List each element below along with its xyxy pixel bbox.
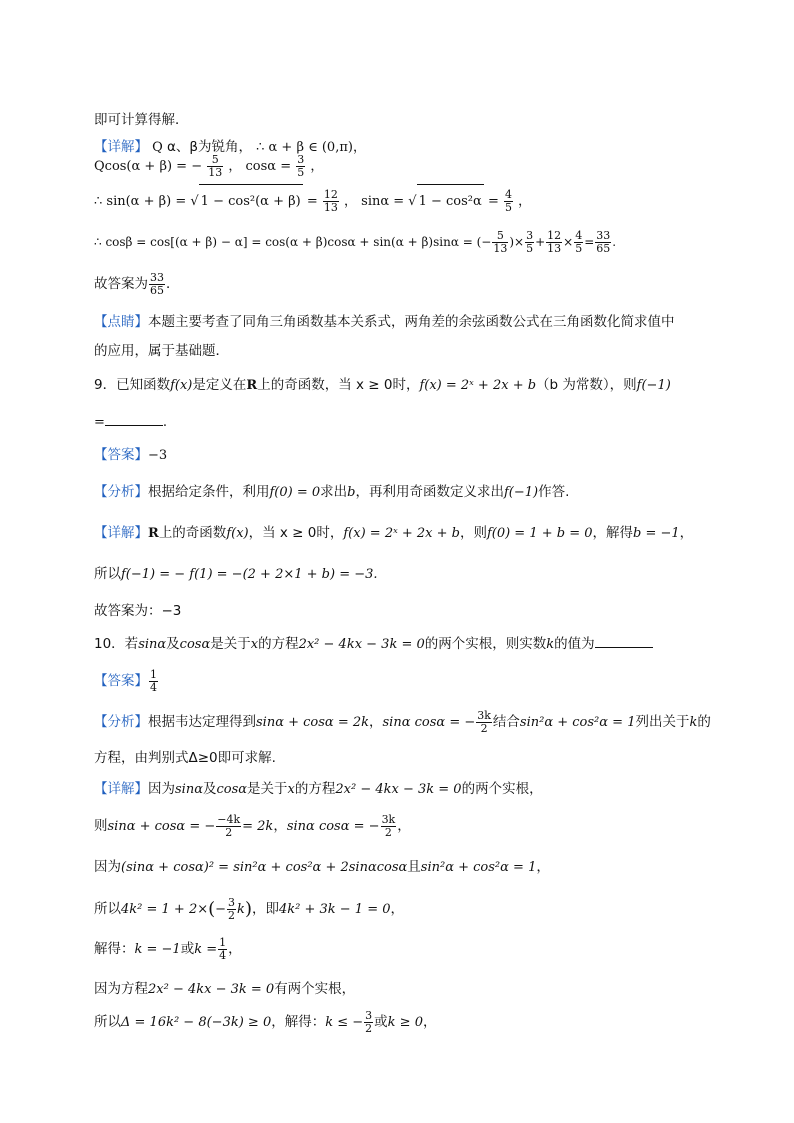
numerator: −4k [217, 813, 241, 826]
formula: b [347, 485, 356, 500]
sqrt-radicand: 1 − cos²(α + β) [199, 184, 303, 219]
text: 的应用，属于基础题． [94, 343, 229, 359]
text: ，当 x ≥ 0时， [248, 525, 344, 541]
detail-line-1 [94, 780, 543, 799]
formula: 2x² − 4kx − 3k = 0 [148, 982, 275, 997]
formula: = [306, 194, 318, 209]
formula: k [546, 637, 555, 652]
numerator: 33 [150, 270, 164, 284]
formula: Δ = 16k² − 8(−3k) ≥ 0 [121, 1015, 272, 1030]
text: 或 [374, 1014, 388, 1030]
numerator: 1 [150, 668, 157, 681]
text: 所以 [94, 1014, 121, 1030]
text-line [94, 565, 378, 584]
text: 则 [94, 818, 108, 834]
numerator: 5 [492, 230, 508, 243]
text: 根据韦达定理得到 [148, 714, 256, 730]
answer-tag: 【答案】 [94, 447, 148, 463]
formula: = 2k [242, 819, 274, 834]
formula: sinα [138, 637, 167, 652]
answer-blank [595, 635, 653, 648]
formula: sinα + cosα = 2k [256, 715, 370, 730]
fraction [149, 272, 165, 297]
text: ， [369, 714, 383, 730]
denominator: 13 [547, 242, 562, 255]
denominator: 2 [384, 826, 392, 839]
numerator: 33 [596, 229, 611, 242]
denominator: 5 [297, 166, 305, 179]
numerator: 3k [477, 709, 491, 722]
text: ， [273, 818, 287, 834]
formula: 2x² − 4kx − 3k = 0 [298, 637, 425, 652]
analysis-tag: 【分析】 [94, 714, 148, 730]
text: ， [536, 859, 550, 875]
fraction [218, 937, 227, 962]
formula: = [584, 235, 595, 249]
text: 的两个实根， [461, 781, 543, 797]
fraction [296, 154, 305, 179]
denominator: 2 [228, 909, 236, 922]
detail-line-7 [94, 1005, 436, 1040]
detail-line-4 [94, 890, 404, 929]
text: 因为 [148, 781, 175, 797]
text-line [94, 602, 181, 620]
paren: ) [244, 898, 252, 920]
text: ， [310, 159, 324, 174]
fraction [525, 230, 534, 255]
analysis-tag: 【分析】 [94, 484, 148, 500]
formula: ， cosα = [228, 159, 292, 174]
formula: sin²α + cos²α = 1 [420, 860, 537, 875]
denominator: 13 [208, 166, 223, 179]
text: 故答案为：−3 [94, 603, 182, 619]
question-9-line-1 [94, 376, 671, 395]
comment-tag: 【点睛】 [94, 314, 148, 330]
formula: 4k² + 3k − 1 = 0 [278, 902, 391, 917]
text: ，解得 [592, 525, 634, 541]
fraction [227, 897, 236, 922]
text: 上的奇函数 [158, 525, 227, 541]
denominator: 5 [504, 201, 512, 214]
denominator: 2 [480, 722, 488, 735]
numerator: 4 [504, 188, 512, 201]
text: 的两个实根，则实数 [424, 636, 547, 652]
formula: Qcos(α + β) = − [94, 159, 203, 174]
formula-line [94, 150, 323, 184]
text: 是关于 [210, 636, 251, 652]
text: 10．若 [94, 636, 139, 652]
denominator: 4 [219, 949, 227, 962]
fraction [504, 189, 513, 214]
fraction [476, 710, 492, 735]
numerator: 12 [547, 229, 562, 242]
formula: sinα + cosα = − [107, 819, 216, 834]
analysis-line-1 [94, 705, 711, 740]
text: ， [397, 818, 411, 834]
detail-line-2 [94, 808, 411, 845]
denominator: 5 [526, 242, 534, 255]
formula: k = [194, 942, 218, 957]
text: ，再利用奇函数定义求出 [355, 484, 504, 500]
text: 的值为 [554, 636, 595, 652]
detail-line [94, 524, 693, 543]
denominator: 13 [493, 242, 508, 255]
text: 求出 [320, 484, 348, 500]
fraction [216, 814, 241, 839]
denominator: 65 [596, 242, 611, 255]
fraction [323, 189, 339, 214]
formula: b = −1 [633, 526, 680, 541]
numerator: 3 [526, 229, 534, 242]
formula: (sinα + cosα)² = sin²α + cos²α + 2sinαcosα [121, 860, 408, 875]
denominator: 65 [150, 283, 164, 297]
text: ． [166, 276, 180, 292]
numerator: 3 [297, 153, 305, 166]
formula: sinα [175, 782, 203, 797]
formula: f(−1) [636, 378, 671, 393]
text-line [94, 111, 189, 129]
detail-line-3 [94, 858, 550, 877]
comment-line-1 [94, 313, 675, 331]
formula: f(0) = 1 + b = 0 [486, 526, 593, 541]
text: ，即 [251, 901, 279, 917]
denominator: 2 [225, 826, 233, 839]
formula: x [250, 637, 259, 652]
answer-line [94, 664, 159, 699]
fraction [492, 230, 508, 255]
text: 解得： [94, 941, 135, 957]
formula: k ≤ − [325, 1015, 364, 1030]
denominator: 2 [365, 1022, 373, 1035]
formula: f(x) = 2ˣ + 2x + b [419, 378, 537, 393]
formula: f(x) [170, 378, 193, 393]
formula: k [237, 902, 245, 917]
text: = [94, 415, 105, 430]
fraction [381, 814, 397, 839]
sqrt-radicand: 1 − cos²α [417, 184, 484, 219]
text: ， [518, 194, 532, 209]
text: 是关于 [247, 781, 288, 797]
question-10-line [94, 635, 653, 654]
denominator: 5 [575, 242, 583, 255]
formula: − [215, 902, 227, 917]
fraction [574, 230, 583, 255]
formula: f(−1) = − f(1) = −(2 + 2×1 + b) = −3. [121, 567, 378, 582]
numerator: 3k [381, 813, 396, 826]
question-9-line-2: = . [94, 415, 168, 430]
formula: × [563, 235, 574, 249]
numerator: 5 [207, 154, 223, 167]
formula: k [689, 715, 698, 730]
formula: ∴ α + β ∈ (0,π)， [256, 140, 366, 155]
text: 是定义在 [192, 377, 247, 393]
denominator: 13 [323, 201, 338, 214]
formula: f(x) [226, 526, 249, 541]
text: 方程，由判别式Δ≥0即可求解. [94, 750, 276, 766]
formula: = [487, 194, 499, 209]
text: ， [390, 901, 404, 917]
numerator: 4 [575, 229, 583, 242]
numerator: 3 [365, 1009, 373, 1022]
text: ，解得： [271, 1014, 326, 1030]
text: （b 为常数），则 [536, 377, 637, 393]
formula: + [535, 235, 546, 249]
text: 的 [697, 714, 711, 730]
text: 有两个实根， [274, 981, 356, 997]
formula: cosα [179, 637, 211, 652]
text: 因为方程 [94, 981, 148, 997]
formula-line: ∴ sin(α + β) = √ 1 − cos²(α + β) = $\frac{12}{13}$ ， sinα = √ 1 − cos²α = $\frac{4}{5}$ ， [94, 184, 531, 219]
fraction [149, 669, 158, 694]
formula: k ≥ 0 [387, 1015, 423, 1030]
formula: f(x) = 2ˣ + 2x + b [343, 526, 460, 541]
formula: )× [509, 235, 525, 249]
text: 的方程 [258, 636, 299, 652]
formula: ∴ sin(α + β) = [94, 194, 187, 209]
answer-tag: 【答案】 [94, 673, 148, 689]
text: 且 [407, 859, 421, 875]
text: α、β为锐角， [166, 139, 252, 155]
text: 及 [202, 781, 217, 797]
text: . [612, 235, 617, 249]
numerator: 12 [323, 188, 338, 201]
text: R [148, 526, 159, 541]
detail-tag: 【详解】 [94, 139, 148, 155]
comment-line-2 [94, 342, 229, 360]
formula: sin²α + cos²α = 1 [519, 715, 636, 730]
text: Q [152, 140, 163, 155]
detail-tag: 【详解】 [94, 525, 148, 541]
formula: f(−1) [503, 485, 539, 500]
text: 本题主要考查了同角三角函数基本关系式，两角差的余弦函数公式在三角函数化简求值中 [148, 314, 675, 330]
numerator: 3 [228, 896, 236, 909]
text: 因为 [94, 859, 121, 875]
text: 结合 [492, 714, 520, 730]
text: 的方程 [294, 781, 336, 797]
analysis-line [94, 483, 569, 502]
denominator: 4 [150, 681, 157, 694]
text: 故答案为 [94, 276, 148, 292]
formula: f(0) = 0 [269, 485, 321, 500]
detail-line-5 [94, 932, 242, 967]
text: 或 [180, 941, 195, 957]
text: 列出关于 [635, 714, 690, 730]
formula: sinα cosα = − [286, 819, 380, 834]
formula: k = −1 [134, 942, 181, 957]
text: ， [228, 941, 242, 957]
answer-line [94, 267, 180, 301]
paren: ( [208, 898, 216, 920]
text: R [246, 378, 258, 393]
fraction [595, 230, 611, 255]
formula-line [94, 225, 616, 259]
detail-tag: 【详解】 [94, 781, 148, 797]
text: 9．已知函数 [94, 377, 171, 393]
text: 所以 [94, 566, 121, 582]
text: 根据给定条件，利用 [148, 484, 270, 500]
text: 作答. [538, 484, 570, 500]
fraction [546, 230, 562, 255]
formula: sinα cosα = − [382, 715, 476, 730]
text: 即可计算得解． [94, 112, 189, 128]
text: ， [679, 525, 694, 541]
numerator: 1 [219, 936, 227, 949]
formula: x [287, 782, 295, 797]
text: 上的奇函数，当 x ≥ 0时， [257, 377, 420, 393]
detail-line-6 [94, 980, 355, 999]
text: 及 [166, 636, 180, 652]
formula: cosα [216, 782, 248, 797]
text: ， [422, 1014, 437, 1030]
formula: 4k² = 1 + 2× [121, 902, 209, 917]
formula: ∴ cosβ = cos[(α + β) − α] = cos(α + β)cosα + sin(α + β)sinα = (− [94, 235, 492, 249]
fraction [207, 154, 223, 179]
text: ，则 [459, 525, 487, 541]
answer-blank [105, 413, 163, 426]
text: 所以 [94, 901, 121, 917]
analysis-line-2 [94, 749, 276, 767]
fraction [364, 1010, 373, 1035]
answer-line [94, 446, 167, 465]
answer-value: −3 [148, 448, 168, 463]
formula: ， sinα = [344, 194, 405, 209]
formula: 2x² − 4kx − 3k = 0 [335, 782, 462, 797]
